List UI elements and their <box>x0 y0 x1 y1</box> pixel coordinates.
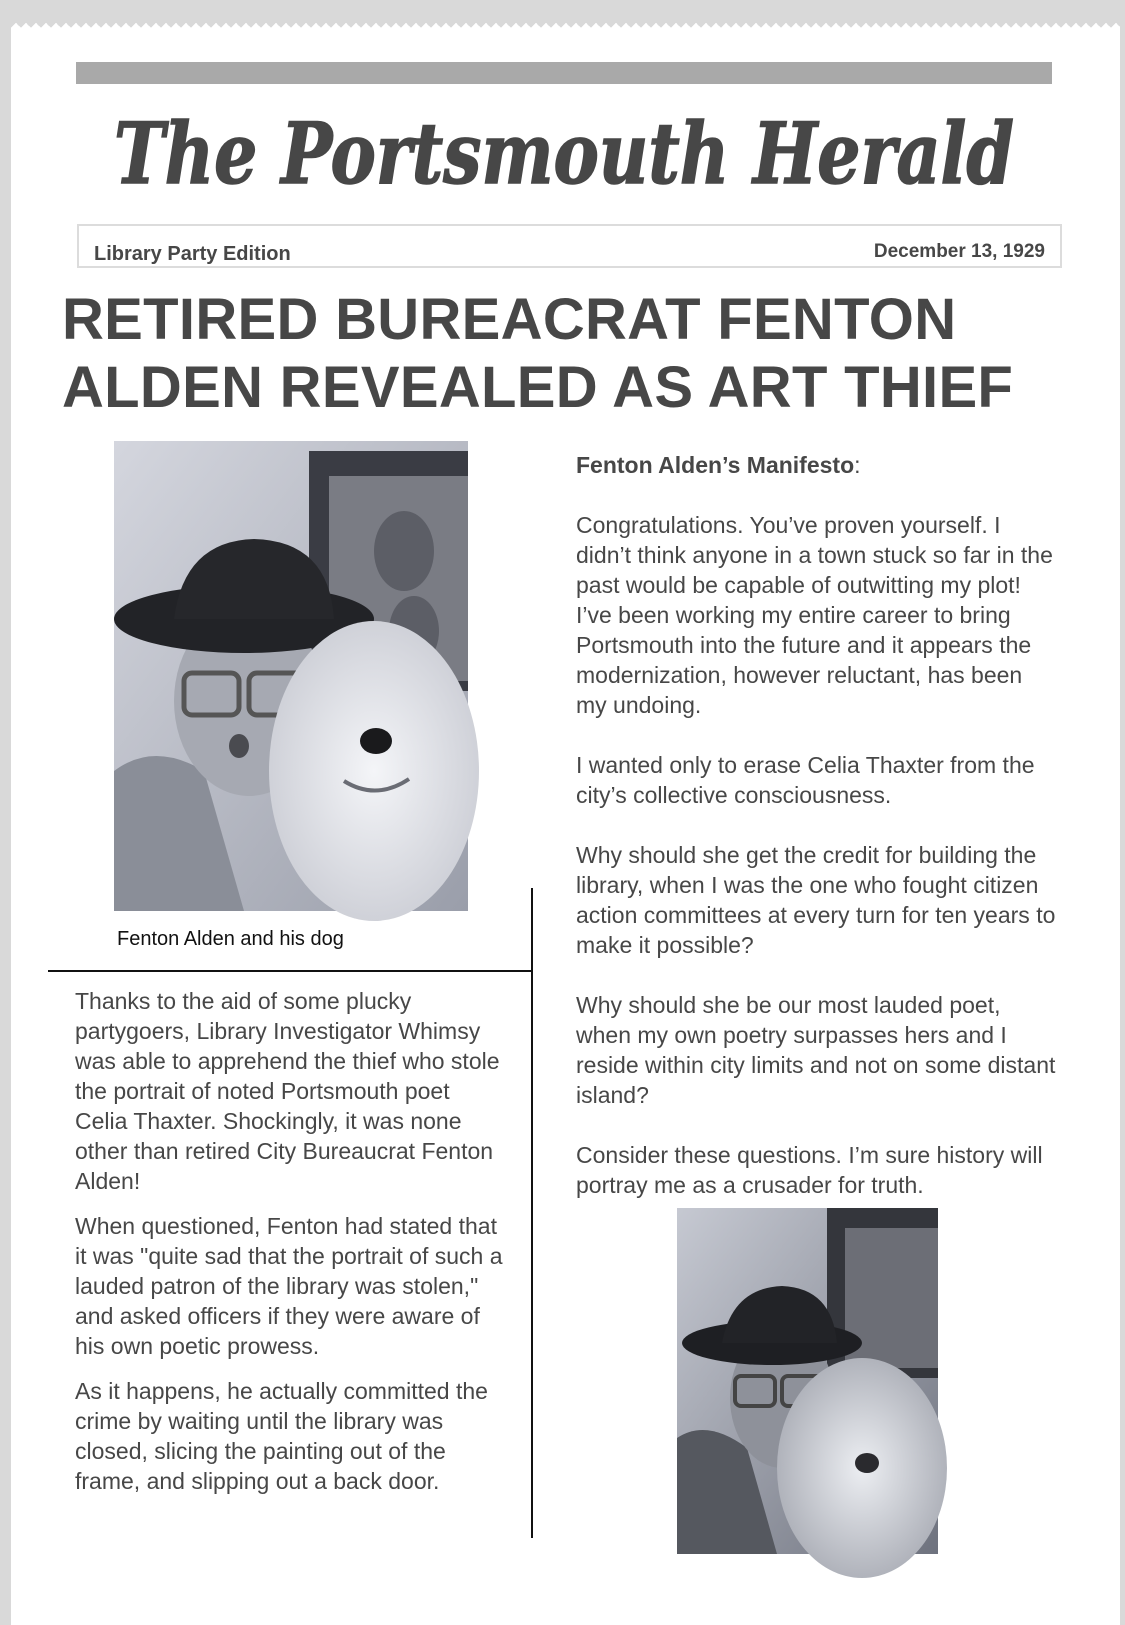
masthead-bar <box>76 62 1052 84</box>
manifesto-paragraph: I wanted only to erase Celia Thaxter from the city’s collective consciousness. <box>576 752 1035 808</box>
edition-label: Library Party Edition <box>94 243 291 265</box>
manifesto-paragraph: Congratulations. You’ve proven yourself. I didn’t think anyone in a town stuck so far in the past would be capable of outwitting my plot! I’ve been working my entire career to bring Portsmouth into the future and it appears the modernization, however reluctant, has been my undoing. <box>576 512 1053 718</box>
article-body <box>75 986 505 1511</box>
headline <box>62 286 1062 422</box>
masthead <box>76 90 1052 203</box>
manifesto-title: Fenton Alden’s Manifesto <box>576 452 855 478</box>
article-paragraph: As it happens, he actually committed the crime by waiting until the library was closed, slicing the painting out of the frame, and slipping out a back door. <box>75 1378 488 1494</box>
manifesto <box>576 450 1056 1230</box>
manifesto-heading <box>576 450 1056 480</box>
headline-line-2: ALDEN REVEALED AS ART THIEF <box>62 355 1014 420</box>
article-paragraph: When questioned, Fenton had stated that it was "quite sad that the portrait of such a lauded patron of the library was stolen," and asked officers if they were aware of his own poetic prowess. <box>75 1213 503 1359</box>
masthead-logo <box>76 90 1052 203</box>
horizontal-divider <box>48 970 532 972</box>
manifesto-title-colon: : <box>854 452 861 478</box>
edition-bar <box>77 224 1062 268</box>
edition-date: December 13, 1929 <box>873 241 1045 262</box>
article-paragraph: Thanks to the aid of some plucky partygoers, Library Investigator Whimsy was able to apprehend the thief who stole the portrait of noted Portsmouth poet Celia Thaxter. Shockingly, it was none other than retired City Bureaucrat Fenton Alden! <box>75 988 500 1194</box>
manifesto-paragraph: Why should she get the credit for building the library, when I was the one who fought citizen action committees at every turn for ten years to make it possible? <box>576 842 1056 958</box>
vertical-divider <box>531 888 533 1538</box>
manifesto-paragraph: Why should she be our most lauded poet, when my own poetry surpasses hers and I reside within city limits and not on some distant island? <box>576 992 1056 1108</box>
masthead-title: The Portsmouth Herald <box>114 104 1014 203</box>
photo-fenton-portrait <box>677 1208 938 1554</box>
headline-line-1: RETIRED BUREACRAT FENTON <box>62 287 957 352</box>
photo-fenton-and-dog <box>114 441 468 911</box>
torn-edge <box>11 18 1120 28</box>
manifesto-paragraph: Consider these questions. I’m sure history will portray me as a crusader for truth. <box>576 1142 1043 1198</box>
photo-caption: Fenton Alden and his dog <box>117 928 344 950</box>
